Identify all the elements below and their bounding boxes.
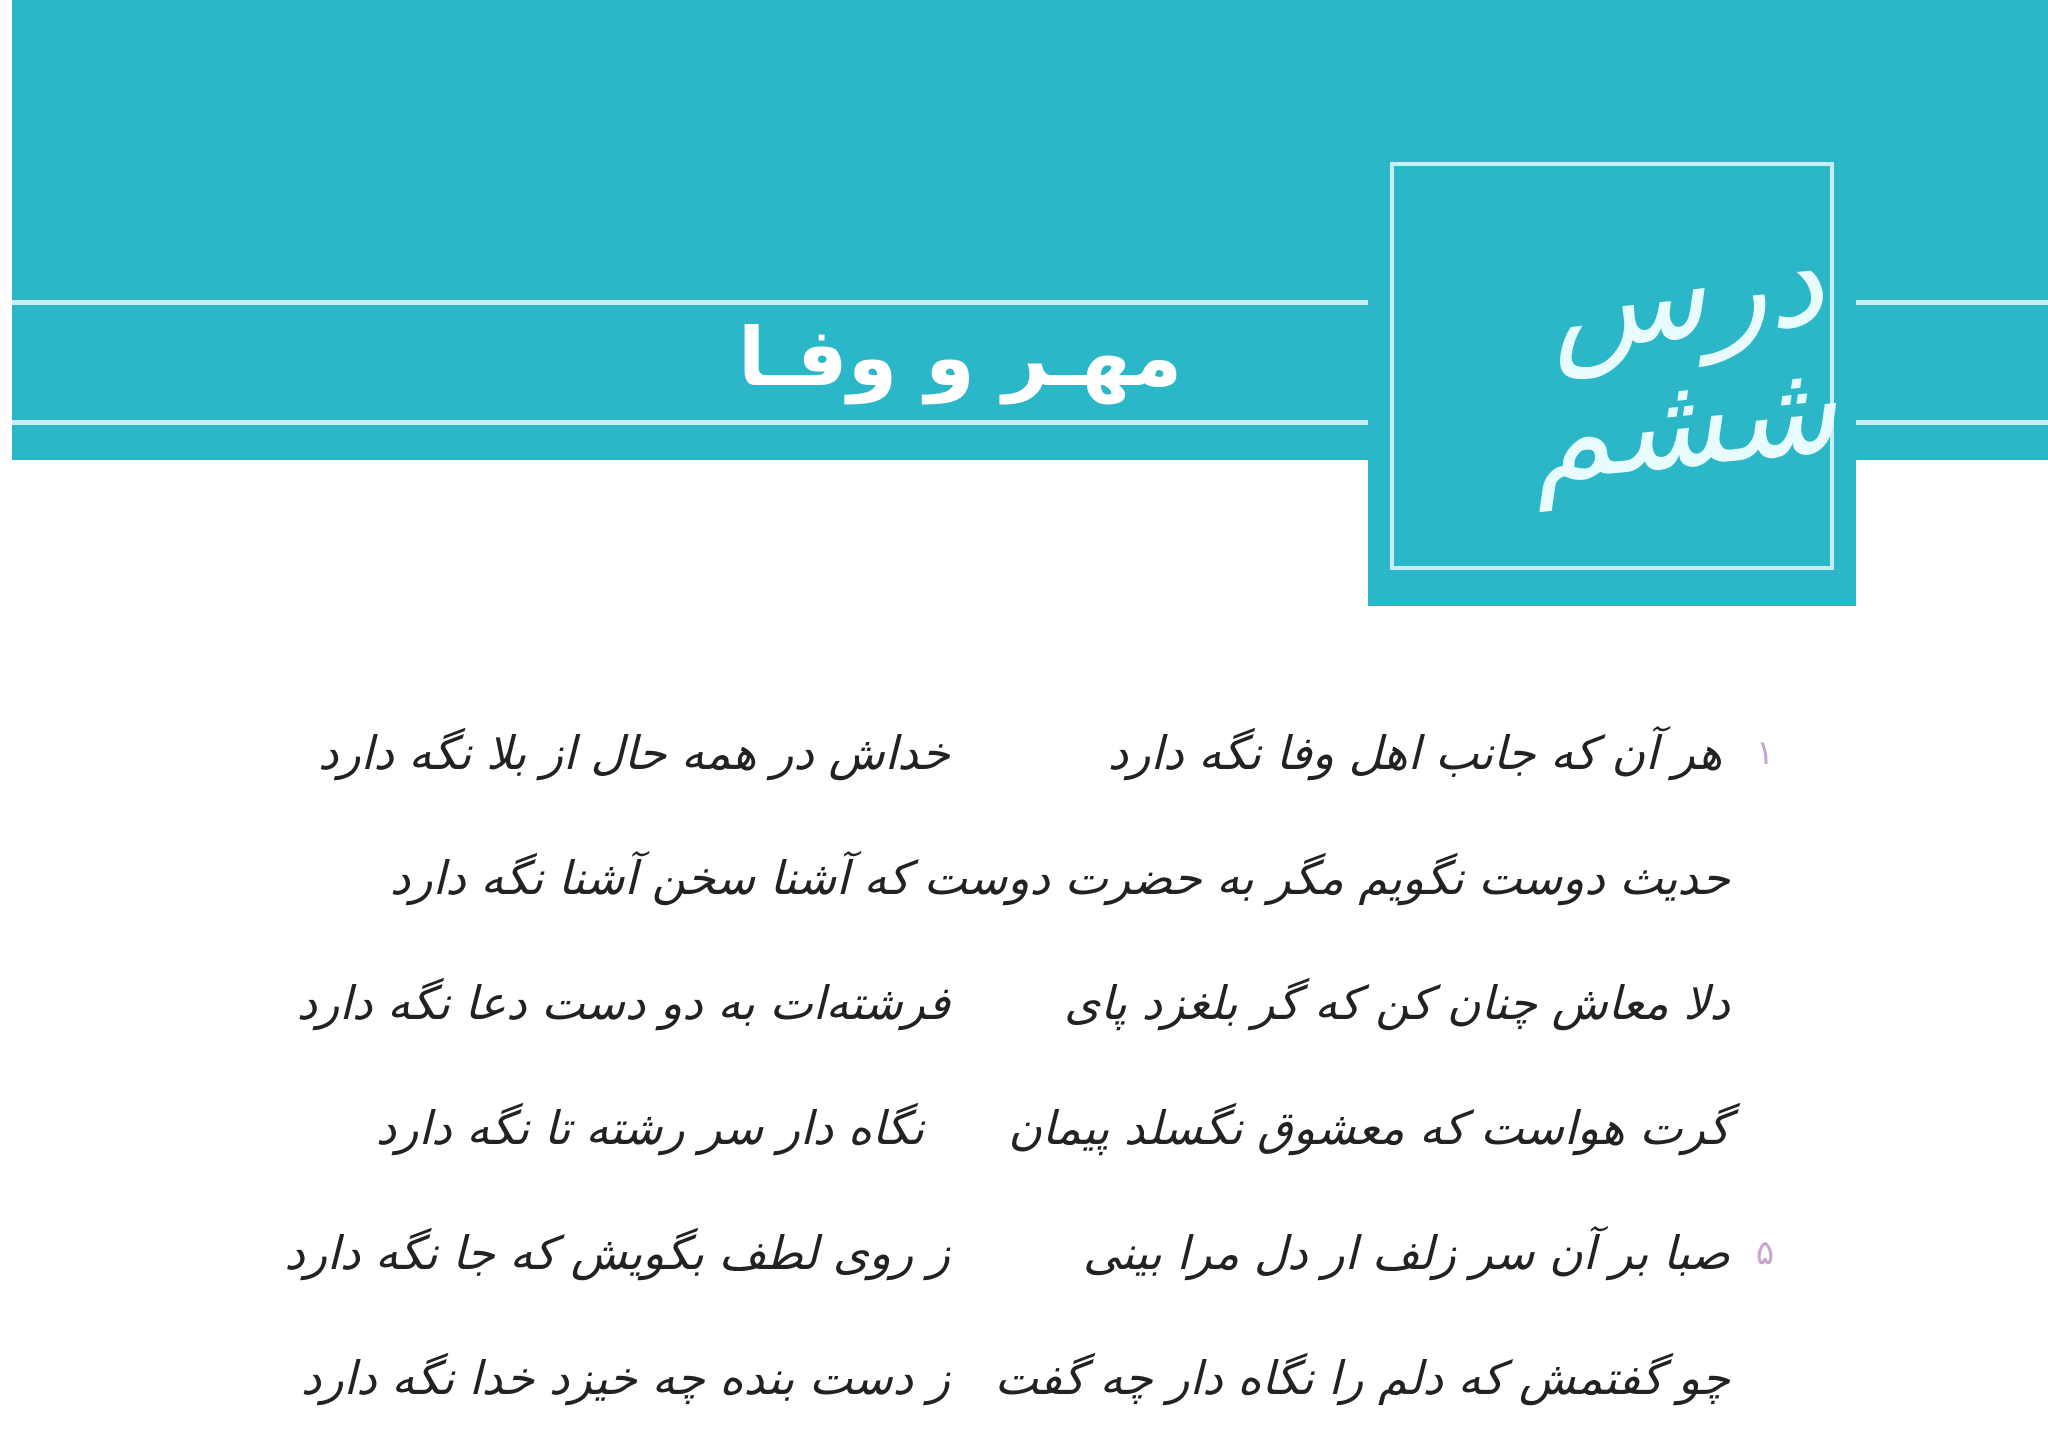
poem bbox=[284, 690, 1800, 1440]
hemistich-second: نگاه دار سر رشته تا نگه دارد bbox=[375, 1100, 925, 1155]
hemistich-first: دلا معاش چنان کن که گر بلغزد پای bbox=[1064, 975, 1730, 1030]
hemistich-first: حدیث دوست نگویم مگر به حضرت دوست bbox=[923, 850, 1730, 905]
verse-number: ۵ bbox=[1755, 1232, 1775, 1273]
couplet bbox=[284, 1190, 1800, 1315]
couplet bbox=[300, 815, 1800, 940]
lesson-number-frame bbox=[1390, 162, 1844, 570]
lesson-title: مهـر و وفـا bbox=[737, 311, 1183, 404]
hemistich-first: گرت هواست که معشوق نگسلد پیمان bbox=[1008, 1100, 1730, 1155]
hemistich-second: ز دست بنده چه خیزد خدا نگه دارد bbox=[300, 1350, 950, 1405]
lesson-number-box bbox=[1368, 148, 1856, 606]
hemistich-second: که آشنا سخن آشنا نگه دارد bbox=[389, 850, 911, 905]
couplet bbox=[300, 690, 1800, 815]
hemistich-second: ز روی لطف بگویش که جا نگه دارد bbox=[284, 1225, 950, 1280]
hemistich-second: خداش در همه حال از بلا نگه دارد bbox=[317, 725, 950, 780]
hemistich-first: چو گفتمش که دلم را نگاه دار چه گفت bbox=[994, 1350, 1730, 1405]
couplet bbox=[300, 1315, 1800, 1440]
couplet bbox=[296, 940, 1800, 1065]
verse-number: ۱ bbox=[1755, 732, 1775, 773]
hemistich-first: هر آن که جانب اهل وفا نگه دارد bbox=[1107, 725, 1723, 780]
couplet bbox=[300, 1065, 1800, 1190]
hemistich-first: صبا بر آن سر زلف ار دل مرا بینی bbox=[1082, 1225, 1730, 1280]
lesson-number: درس ششم bbox=[1522, 204, 1844, 513]
hemistich-second: فرشته‌ات به دو دست دعا نگه دارد bbox=[296, 975, 950, 1030]
